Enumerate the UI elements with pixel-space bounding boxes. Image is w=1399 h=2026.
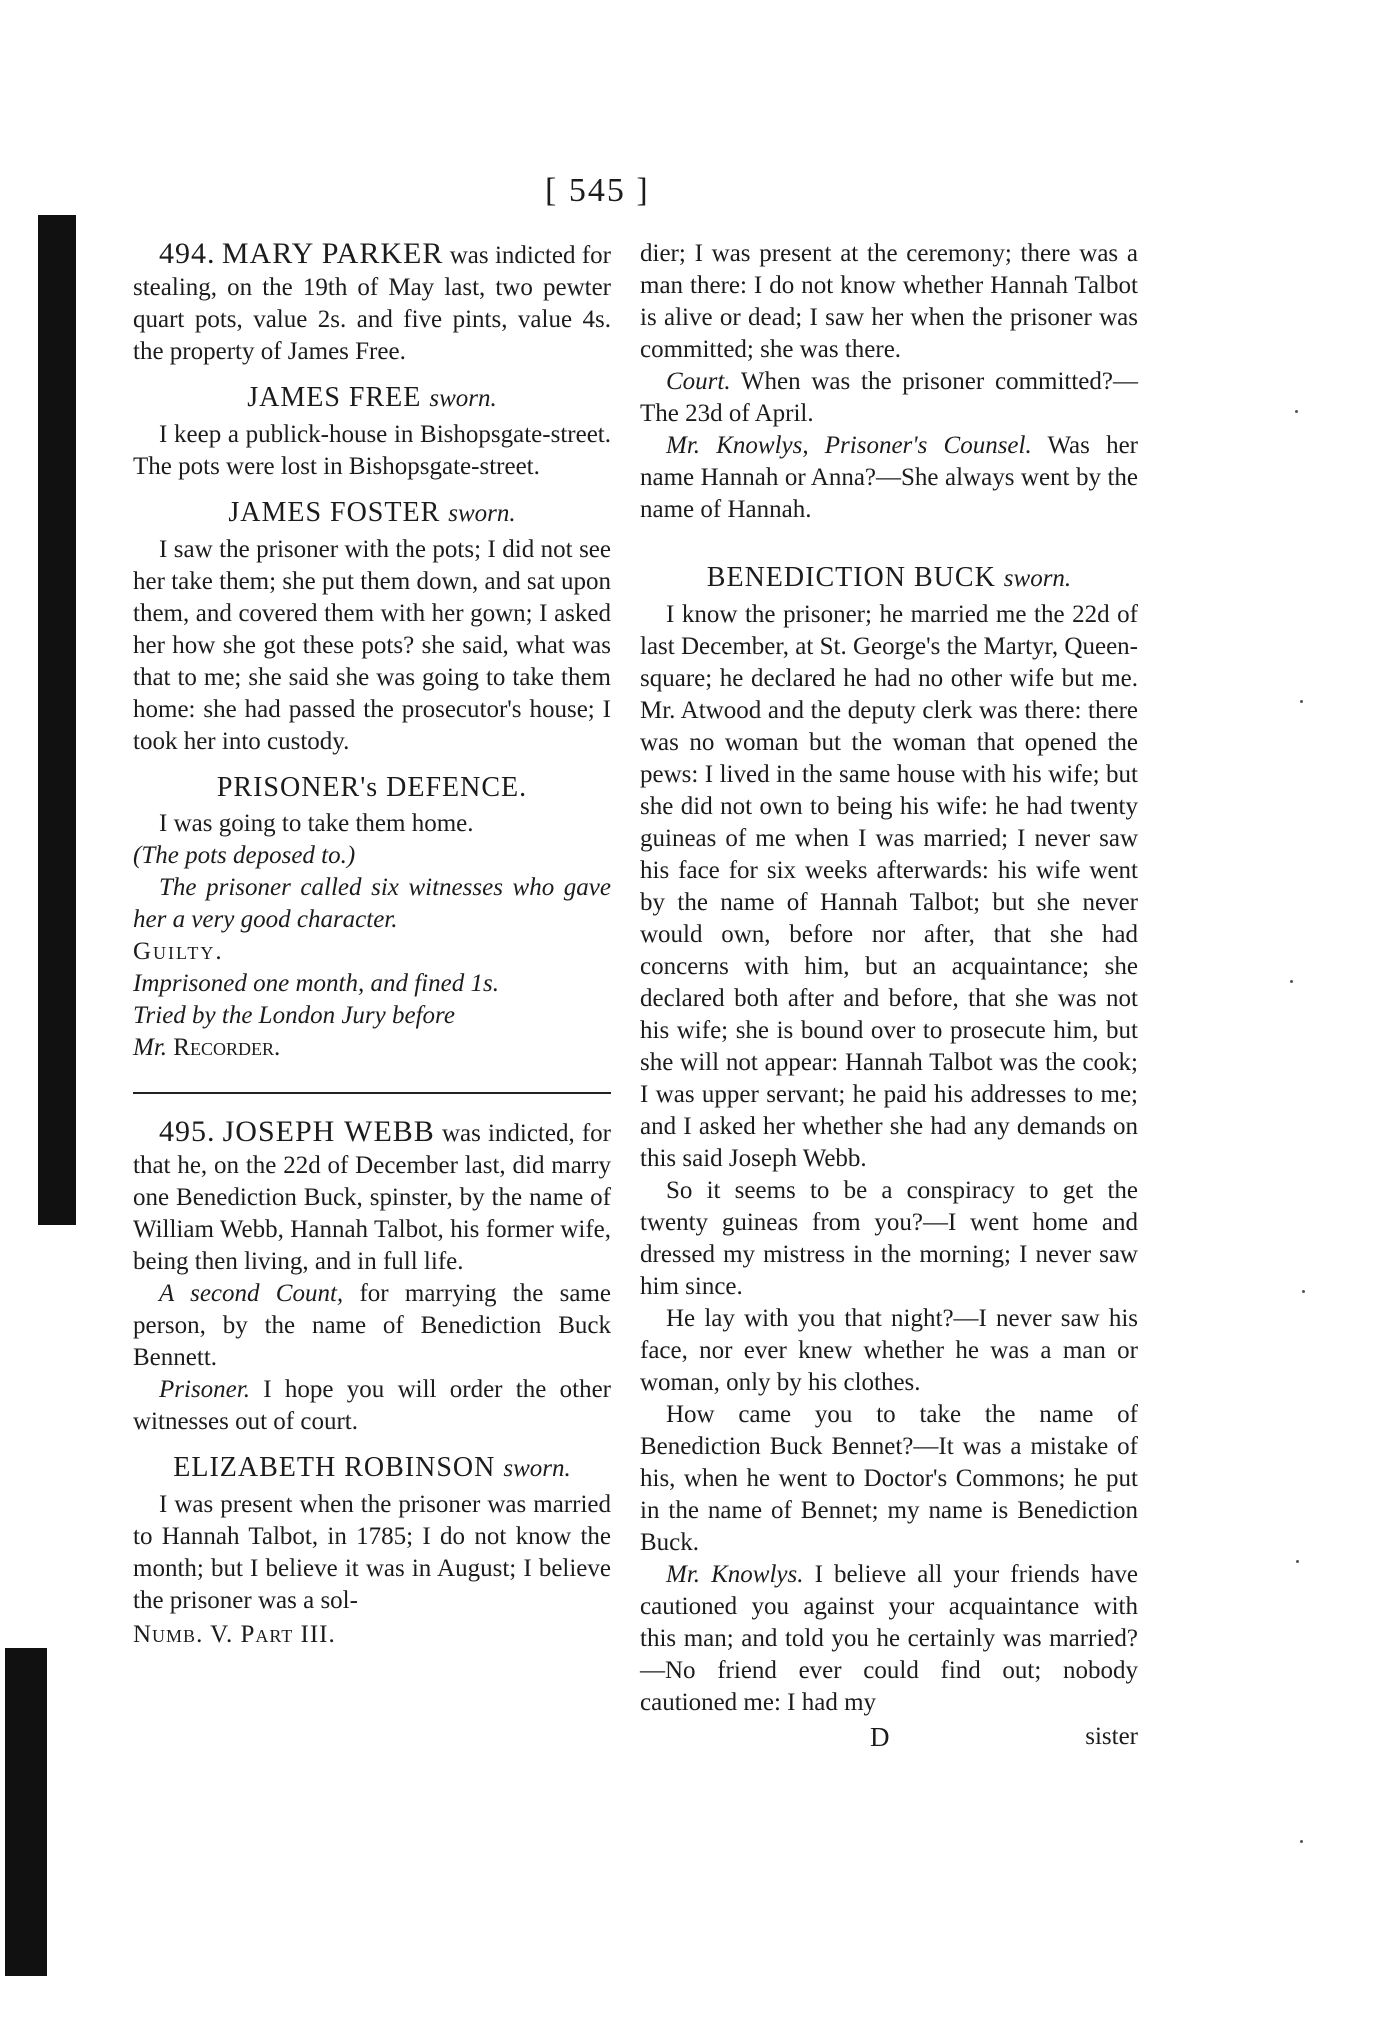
witness-heading: JAMES FOSTER sworn. [228,497,516,528]
witness-heading: BENEDICTION BUCK sworn. [706,562,1072,593]
scan-speck [1296,1560,1299,1563]
scan-speck [1302,1290,1305,1293]
testimony: I was present when the prisoner was married to Hannah Talbot, in 1785; I do not know the month; but I believe it was in August; I believe the prisoner was a sol- [133,1491,611,1614]
scan-speck [1300,1840,1303,1843]
second-count: A second Count, for marrying the same person, by the name of Benediction Buck Bennett. [133,1280,611,1371]
counsel-question: Mr. Knowlys. I believe all your friends have cautioned you against your acquaintance with this man; and told you he certainly was married?—No friend ever could find out; nobody cautioned me: I had my [640,1561,1138,1716]
left-column [133,238,611,1651]
scan-speck [1300,700,1303,703]
defendant-name: MARY PARKER [221,237,444,270]
witness-heading: JAMES FREE sworn. [247,382,497,413]
testimony: I saw the prisoner with the pots; I did not see her take them; she put them down, and sat upon them, and covered them with her gown; I asked her how she got these pots? she said, what was that to me; she said she was going to take them home: she had passed the prosecutor's house; I took her into custody. [133,536,611,755]
question-answer: How came you to take the name of Benediction Buck Bennet?—It was a mistake of his, when he went to Doctor's Commons; he put in the name of Bennet; my name is Benediction Buck. [640,1401,1138,1556]
scan-speck [1295,410,1298,413]
case-494-indictment: 494. MARY PARKER was indicted for stealing, on the 19th of May last, two pewter quart pots, value 2s. and five pints, value 4s. the property of James Free. [133,237,612,365]
scan-speck [1290,980,1293,983]
catchword: sister [1085,1723,1138,1750]
witness-heading: ELIZABETH ROBINSON sworn. [173,1452,571,1483]
pots-deposed: (The pots deposed to.) [133,842,356,869]
question-answer: So it seems to be a conspiracy to get the twenty guineas from you?—I went home and dressed my mistress in the morning; I never saw him since. [640,1177,1138,1300]
right-column [640,238,1138,1753]
court-question: Court. When was the prisoner committed?—The 23d of April. [640,368,1138,427]
defence-heading: PRISONER's DEFENCE. [216,772,528,803]
defendant-name: JOSEPH WEBB [222,1115,435,1148]
page-footer [640,1721,1138,1753]
case-495-indictment: 495. JOSEPH WEBB was indicted, for that he, on the 22d of December last, did marry one Benediction Buck, spinster, by the name of William Webb, Hannah Talbot, his former wife, being then living, and in full life. [133,1115,612,1275]
scan-edge-bar [38,215,76,1225]
counsel-question: Mr. Knowlys, Prisoner's Counsel. Was her name Hannah or Anna?—She always went by the name of Hannah. [640,432,1138,523]
character-witnesses: The prisoner called six witnesses who gave her a very good character. [133,874,611,933]
question-answer: He lay with you that night?—I never saw his face, nor ever knew whether he was a man or woman, only by his clothes. [640,1305,1138,1396]
defence-text: I was going to take them home. [159,810,474,837]
signature-footer: Numb. V. Part III. [133,1621,336,1648]
testimony: I know the prisoner; he married me the 22d of last December, at St. George's the Martyr, Queen-square; he declared he had no other wife but me. Mr. Atwood and the deputy clerk was there: there was no woman but the woman that opened the pews: I lived in the same house with his wife; but she did not own to being his wife: he had twenty guineas of me when I was married; I never saw his face for six weeks afterwards: his wife went by the name of Hannah Talbot; but she never would own, before nor after, that she had concerns with him, but an acquaintance; she declared both after and before, that she was not his wife; she is bound over to prosecute him, but she will not appear: Hannah Talbot was the cook; I was upper servant; he paid his addresses to me; and I asked her whether she had any demands on this said Joseph Webb. [640,601,1138,1172]
testimony: I keep a publick-house in Bishopsgate-street. The pots were lost in Bishopsgate-street. [133,421,611,480]
tried-before-recorder: Mr. Recorder. [133,1034,281,1061]
sentence: Imprisoned one month, and fined 1s. [133,970,499,997]
verdict: Guilty. [133,938,224,965]
scan-edge-bar [5,1648,47,1976]
section-divider [133,1092,611,1094]
testimony-continued: dier; I was present at the ceremony; there was a man there: I do not know whether Hannah Talbot is alive or dead; I saw her when the prisoner was committed; she was there. [640,240,1138,363]
tried-before: Tried by the London Jury before [133,1002,455,1029]
page-number: [ 545 ] [545,172,650,209]
spacer [640,526,1138,548]
prisoner-request: Prisoner. I hope you will order the other witnesses out of court. [133,1376,611,1435]
signature-mark: D [870,1722,890,1752]
